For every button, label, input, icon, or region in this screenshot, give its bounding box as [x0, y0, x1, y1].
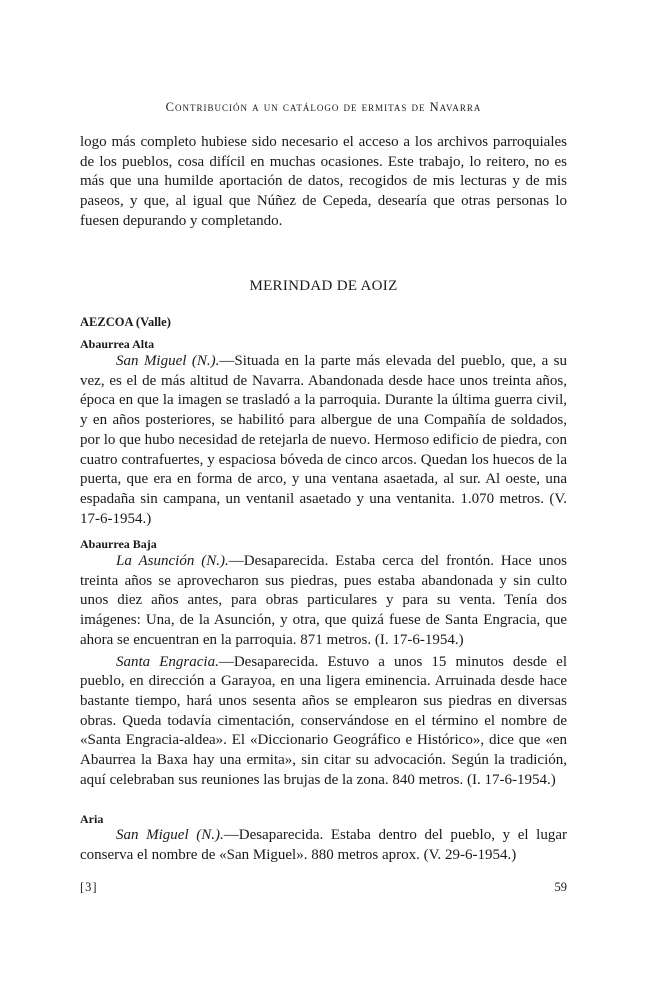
place-heading-abaurrea-alta: Abaurrea Alta: [80, 337, 155, 351]
entry-paragraph: [80, 826, 567, 865]
intro-text: logo más completo hubiese sido necesario el acceso a los archivos parroquiales de los pueblos, cosa difícil en muchas ocasiones. Este trabajo, lo reitero, no es más que una humilde aportación de datos, recogidos de mis lecturas y de mis paseos, y que, al igual que Núñez de Cepeda, desearía que otras personas lo fuesen depurando y completando.: [80, 134, 567, 229]
valle-heading: AEZCOA (Valle): [80, 315, 171, 329]
entry-text: —Situada en la parte más elevada del pueblo, que, a su vez, es el de más altitud de Navarra. Abandonada desde hace unos treinta años, época en que la imagen se trasladó a la parroquia. Durante la última guerra civil, y en años posteriores, se habilitó para albergue de una Compañía de soldados, por lo que hubo necesidad de retejarla de nuevo. Hermoso edificio de piedra, con cuatro contrafuertes, y espaciosa bóveda de cinco arcos. Quedan los huecos de la puerta, que era en forma de arco, y una ventana asaetada, al sur. Al oeste, una espadaña sin campana, un ventanil asaetado y una ventanita. 1.070 metros. (V. 17-6-1954.): [80, 353, 568, 527]
page-number: 59: [554, 880, 567, 894]
running-head: Contribución a un catálogo de ermitas de Navarra: [165, 100, 482, 114]
place-heading-abaurrea-baja: Abaurrea Baja: [80, 537, 157, 551]
entry-paragraph: [80, 552, 567, 651]
place-heading-aria: Aria: [80, 812, 104, 826]
entry-title: San Miguel (N.).: [116, 827, 224, 843]
entry-text: —Desaparecida. Estaba cerca del frontón. Hace unos treinta años se aprovecharon sus piedras, pues estaba abandonada y sin culto unos diez años antes, para obras particulares y para su venta. Tenía dos imágenes: Una, de la Asunción, y otra, que quizá fuese de Santa Engracia, que ahora se encuentran en la parroquia. 871 metros. (I. 17-6-1954.): [80, 553, 567, 648]
entry-abaurrea-baja: [80, 552, 567, 790]
entry-paragraph: [80, 653, 567, 791]
entry-title: San Miguel (N.).: [116, 353, 220, 369]
entry-title: La Asunción (N.).: [116, 553, 229, 569]
page-marker: [3]: [80, 880, 98, 894]
section-title: MERINDAD DE AOIZ: [249, 278, 398, 294]
entry-text: —Desaparecida. Estaba dentro del pueblo, y el lugar conserva el nombre de «San Miguel». 880 metros aprox. (V. 29-6-1954.): [80, 827, 567, 863]
entry-title: Santa Engracia.: [116, 653, 219, 670]
intro-paragraph: [80, 133, 567, 232]
entry-text: —Desaparecida. Estuvo a unos 15 minutos desde el pueblo, en dirección a Garayoa, en una ligera eminencia. Arruinada desde hace bastante tiempo, hará unos sesenta años se emplearon sus piedras en diversas obras. Queda todavía cimentación, conservándose en el término el nombre de «Santa Engracia-aldea». El «Diccionario Geográfico e Histórico», dice que «en Abaurrea la Baxa hay una ermita», sin citar su advocación. Según la tradición, aquí celebraban sus reuniones las brujas de la zona. 840 metros. (I. 17-6-1954.): [80, 653, 567, 788]
entry-aria: [80, 826, 567, 865]
entry-paragraph: [80, 352, 567, 529]
entry-abaurrea-alta: [80, 352, 567, 529]
